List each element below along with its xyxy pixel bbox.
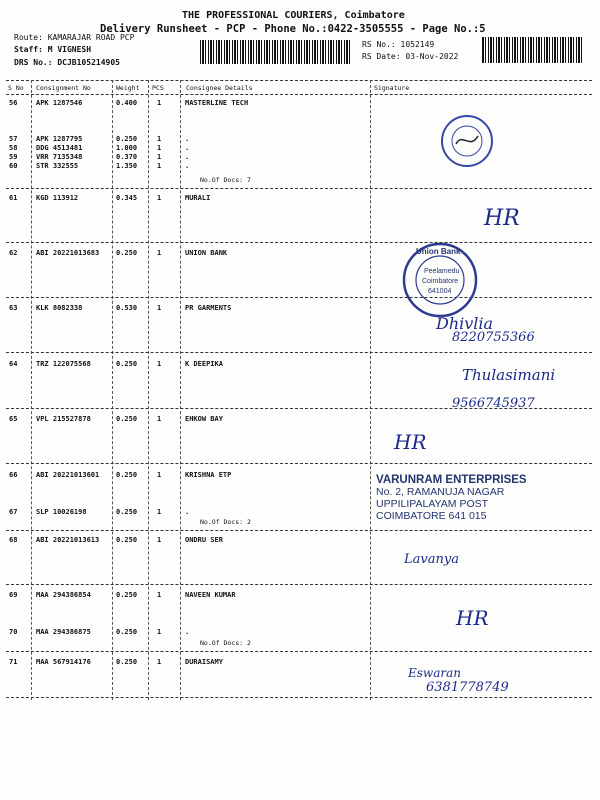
cell-pcs: 1 xyxy=(157,194,162,202)
signature-thulasimani: Thulasimani xyxy=(462,366,556,384)
cell-pcs: 1 xyxy=(157,591,162,599)
company-title: THE PROFESSIONAL COURIERS, Coimbatore xyxy=(182,10,405,21)
cell-consignee: UNION BANK xyxy=(185,249,228,257)
cell-pcs: 1 xyxy=(157,360,162,368)
cell-consignment: DDG 4513481 xyxy=(36,144,83,152)
col-pcs: PCS xyxy=(152,84,164,92)
rs-barcode xyxy=(482,37,584,63)
cell-pcs: 1 xyxy=(157,304,162,312)
cell-consignment: APK 1287795 xyxy=(36,135,83,143)
cell-consignment: APK 1287546 xyxy=(36,99,83,107)
cell-consignment: ABI 20221013601 xyxy=(36,471,100,479)
cell-pcs: 1 xyxy=(157,153,162,161)
cell-weight: 0.400 xyxy=(116,99,138,107)
cell-weight: 0.250 xyxy=(116,471,138,479)
cell-weight: 0.250 xyxy=(116,415,138,423)
cell-consignee: . xyxy=(185,153,190,161)
cell-pcs: 1 xyxy=(157,415,162,423)
staff-label: Staff: M VIGNESH xyxy=(14,45,92,54)
cell-consignee: DURAISAMY xyxy=(185,658,223,666)
cell-consignment: VRR 7135348 xyxy=(36,153,83,161)
cell-consignment: STR 332555 xyxy=(36,162,79,170)
cell-sno: 59 xyxy=(9,153,18,161)
cell-consignee: . xyxy=(185,162,190,170)
cell-sno: 58 xyxy=(9,144,18,152)
union-bank-stamp: Union Bank Peelamedu Coimbatore 641004 xyxy=(400,240,480,320)
cell-sno: 62 xyxy=(9,249,18,257)
cell-consignee: MURALI xyxy=(185,194,211,202)
cell-consignee: . xyxy=(185,628,190,636)
phone-eswaran: 6381778749 xyxy=(426,680,509,695)
cell-sno: 63 xyxy=(9,304,18,312)
cell-weight: 0.250 xyxy=(116,536,138,544)
cell-consignment: MAA 294386854 xyxy=(36,591,91,599)
cell-sno: 64 xyxy=(9,360,18,368)
cell-weight: 0.250 xyxy=(116,658,138,666)
cell-weight: 1.000 xyxy=(116,144,138,152)
phone-deepika: 8220755366 xyxy=(452,330,535,345)
signature-hr: HR xyxy=(394,430,427,454)
cell-consignment: MAA 294386875 xyxy=(36,628,91,636)
cell-pcs: 1 xyxy=(157,471,162,479)
cell-consignee: PR GARMENTS xyxy=(185,304,232,312)
cell-weight: 0.250 xyxy=(116,628,138,636)
cell-pcs: 1 xyxy=(157,536,162,544)
rs-number: RS No.: 1052149 xyxy=(362,40,435,49)
cell-consignee: ONDRU SER xyxy=(185,536,223,544)
cell-consignment: SLP 10026198 xyxy=(36,508,87,516)
cell-consignment: TRZ 122075568 xyxy=(36,360,91,368)
cell-consignment: KLK 8082338 xyxy=(36,304,83,312)
cell-weight: 0.250 xyxy=(116,591,138,599)
signature-deepika: Dhivlia xyxy=(436,314,494,333)
signature-hr: HR xyxy=(456,606,489,630)
cell-consignee: MASTERLINE TECH xyxy=(185,99,249,107)
cell-pcs: 1 xyxy=(157,249,162,257)
route-label: Route: KAMARAJAR ROAD PCP xyxy=(14,33,135,42)
cell-sno: 57 xyxy=(9,135,18,143)
masterline-stamp xyxy=(440,114,494,168)
cell-consignment: MAA 567914176 xyxy=(36,658,91,666)
signature-eswaran: Eswaran xyxy=(408,666,461,680)
drs-label: DRS No.: DCJB105214905 xyxy=(14,58,120,67)
cell-weight: 0.250 xyxy=(116,508,138,516)
cell-consignee: KRISHNA ETP xyxy=(185,471,232,479)
cell-consignee: NAVEEN KUMAR xyxy=(185,591,236,599)
cell-sno: 60 xyxy=(9,162,18,170)
col-consignee: Consignee Details xyxy=(186,84,253,92)
cell-consignment: ABI 20221013683 xyxy=(36,249,100,257)
cell-weight: 0.250 xyxy=(116,360,138,368)
col-consignment: Consignment No xyxy=(36,84,91,92)
cell-pcs: 1 xyxy=(157,628,162,636)
cell-weight: 0.370 xyxy=(116,153,138,161)
cell-sno: 61 xyxy=(9,194,18,202)
cell-sno: 56 xyxy=(9,99,18,107)
cell-pcs: 1 xyxy=(157,658,162,666)
cell-consignment: VPL 215527878 xyxy=(36,415,91,423)
runsheet-title: Delivery Runsheet - PCP - Phone No.:0422-3505555 - Page No.:5 xyxy=(100,23,486,35)
cell-pcs: 1 xyxy=(157,135,162,143)
cell-sno: 67 xyxy=(9,508,18,516)
cell-sno: 71 xyxy=(9,658,18,666)
signature-hr: HR xyxy=(484,206,520,231)
cell-sno: 65 xyxy=(9,415,18,423)
cell-pcs: 1 xyxy=(157,162,162,170)
cell-weight: 0.345 xyxy=(116,194,138,202)
cell-consignee: . xyxy=(185,135,190,143)
cell-sno: 68 xyxy=(9,536,18,544)
cell-consignee: . xyxy=(185,508,190,516)
cell-sno: 69 xyxy=(9,591,18,599)
cell-sno: 66 xyxy=(9,471,18,479)
cell-pcs: 1 xyxy=(157,99,162,107)
drs-barcode xyxy=(200,40,352,64)
cell-weight: 0.250 xyxy=(116,249,138,257)
doc-count: No.Of Docs: 7 xyxy=(200,176,251,184)
cell-weight: 0.530 xyxy=(116,304,138,312)
col-sno: S No xyxy=(8,84,24,92)
cell-consignee: EHKOW BAY xyxy=(185,415,223,423)
cell-pcs: 1 xyxy=(157,508,162,516)
signature-lavanya: Lavanya xyxy=(404,552,459,567)
doc-count: No.Of Docs: 2 xyxy=(200,639,251,647)
cell-weight: 1.350 xyxy=(116,162,138,170)
cell-sno: 70 xyxy=(9,628,18,636)
rs-date: RS Date: 03-Nov-2022 xyxy=(362,52,459,61)
cell-consignment: KGD 113912 xyxy=(36,194,79,202)
cell-consignment: ABI 20221013613 xyxy=(36,536,100,544)
cell-consignee: . xyxy=(185,144,190,152)
cell-consignee: K DEEPIKA xyxy=(185,360,223,368)
varunram-stamp: VARUNRAM ENTERPRISES No. 2, RAMANUJA NAGAR UPPILIPALAYAM POST COIMBATORE 641 015 xyxy=(376,474,527,522)
doc-count: No.Of Docs: 2 xyxy=(200,518,251,526)
cell-pcs: 1 xyxy=(157,144,162,152)
cell-weight: 0.250 xyxy=(116,135,138,143)
col-weight: Weight xyxy=(116,84,140,92)
col-signature: Signature xyxy=(374,84,410,92)
phone-thulasimani: 9566745937 xyxy=(452,396,535,411)
